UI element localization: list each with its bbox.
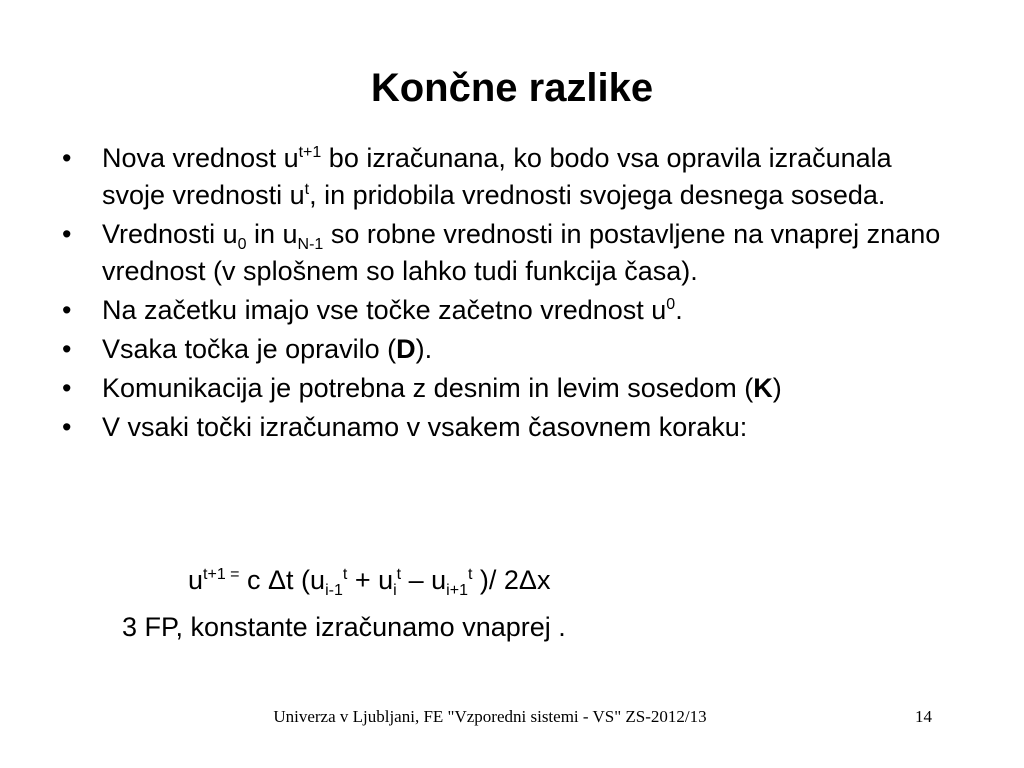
- bold-letter: D: [396, 334, 416, 364]
- bullet-item-task: [62, 331, 962, 368]
- bullet-text: bo izračunana, ko bodo vsa opravila izračunala svoje vrednosti u: [102, 143, 892, 210]
- subscript: 0: [237, 236, 247, 253]
- bullet-marker: •: [62, 143, 72, 173]
- page-number: 14: [915, 707, 932, 726]
- update-formula: [188, 562, 550, 599]
- bullet-text: so robne vrednosti in postavljene na vnaprej znano vrednost (v splošnem so lahko tudi funkcija časa).: [102, 219, 941, 286]
- bullet-text: V vsaki točki izračunamo v vsakem časovnem koraku:: [102, 412, 748, 442]
- bold-letter: K: [753, 373, 773, 403]
- superscript: t: [304, 181, 310, 198]
- bullet-item-new-value: [62, 140, 962, 214]
- bullet-text: Nova vrednost u: [102, 143, 299, 173]
- bullet-text: Komunikacija je potrebna z desnim in levim sosedom (: [102, 373, 754, 403]
- bullet-text: .: [675, 295, 683, 325]
- bullet-item-communication: [62, 370, 962, 407]
- bullet-marker: •: [62, 412, 72, 442]
- flops-note: 3 FP, konstante izračunamo vnaprej .: [122, 612, 566, 642]
- bullet-item-initial-value: [62, 292, 962, 329]
- formula-subscript: i+1: [446, 582, 468, 599]
- formula-subscript: i-1: [325, 582, 343, 599]
- formula-superscript: t+1: [203, 566, 226, 583]
- formula-var: u: [188, 565, 204, 595]
- bullet-marker: •: [62, 334, 72, 364]
- bullet-marker: •: [62, 219, 72, 249]
- formula-superscript: t: [467, 566, 473, 583]
- superscript: t+1: [298, 144, 322, 161]
- bullet-marker: •: [62, 295, 72, 325]
- bullet-text: Vsaka točka je opravilo (: [102, 334, 397, 364]
- formula-equals: =: [225, 566, 240, 583]
- bullet-text: ).: [415, 334, 433, 364]
- formula-superscript: t: [342, 566, 348, 583]
- superscript: 0: [666, 296, 676, 313]
- bullet-item-computation: [62, 409, 962, 446]
- formula-subscript: i: [393, 582, 397, 599]
- bullet-list: [62, 140, 962, 448]
- formula-superscript: t: [396, 566, 402, 583]
- formula-text: )/ 2Δx: [472, 565, 551, 595]
- formula-text: c Δt (u: [239, 565, 326, 595]
- bullet-text: ): [772, 373, 782, 403]
- bullet-text: Vrednosti u: [102, 219, 238, 249]
- slide-title: Končne razlike: [370, 66, 654, 110]
- bullet-text: in u: [246, 219, 298, 249]
- formula-text: + u: [347, 565, 394, 595]
- footer-text: Univerza v Ljubljani, FE "Vzporedni sistemi - VS" ZS-2012/13: [273, 707, 707, 726]
- formula-text: – u: [401, 565, 447, 595]
- bullet-item-boundary-values: [62, 216, 962, 290]
- bullet-text: , in pridobila vrednosti svojega desnega soseda.: [309, 180, 886, 210]
- bullet-marker: •: [62, 373, 72, 403]
- subscript: N-1: [297, 236, 324, 253]
- bullet-text: Na začetku imajo vse točke začetno vrednost u: [102, 295, 667, 325]
